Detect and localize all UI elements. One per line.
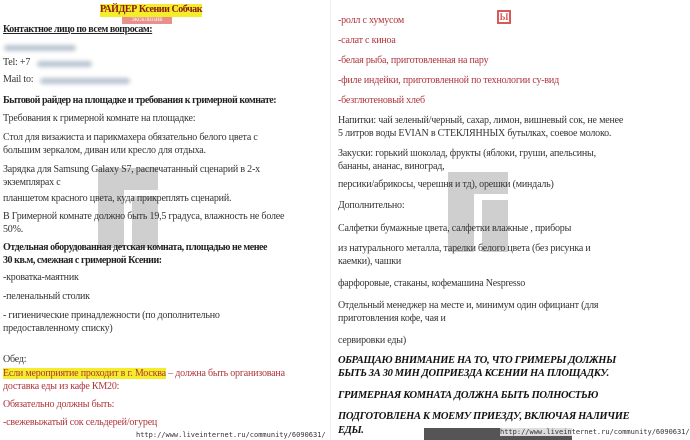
text-line: Напитки: чай зеленый/черный, сахар, лимон, вишневый сок, не менее [338,115,624,126]
text-line: Стол для визажиста и парикмахера обязательно белого цвета с [3,132,258,143]
menu-item: -салат с киноа [338,35,396,46]
moscow-rest: – должна быть организована [165,368,285,379]
moscow-highlight: Если мероприятие проходит в г. Москва [3,368,166,379]
text-line: В Гримерной комнате должно быть 19,5 градуса, влажность не более [3,211,285,222]
text-line: 50%. [3,224,24,235]
kids-heading: Отдельная оборудованная детская комната, площадью не менее [3,242,268,253]
blurred-name [4,45,76,51]
list-item: -свежевыжатый сок сельдерей/огурец [3,417,158,428]
kids-heading: 30 кв.м, смежная с гримерной Ксении: [3,255,162,266]
red-logo-icon: Ы [497,10,511,24]
mail-label: Mail to: [3,74,34,85]
text-line: большим зеркалом, диван или кресло для отдыха. [3,145,206,156]
blurred-email [40,78,130,84]
list-item: предоставленному списку) [3,323,113,334]
menu-item: -филе индейки, приготовленной по технологии су-вид [338,75,559,86]
list-item: -кроватка-маятник [3,272,79,283]
text-line: персики/абрикосы, черешня и тд), орешки (миндаль) [338,179,554,190]
menu-item: -ролл с хумусом [338,15,405,26]
list-item: -пеленальный столик [3,291,90,302]
text-line: Требования к гримерной комнате на площадке: [3,113,196,124]
text-line: доставка еды из кафе КМ20: [3,381,120,392]
moscow-line [3,368,285,381]
text-line: фарфоровые, стаканы, кофемашина Nespresso [338,278,526,289]
text-line: планшетом красного цвета, куда прикреплять сценарий. [3,193,232,204]
text-line: Отдельный менеджер на месте и, минимум один официант (для [338,300,599,311]
text-line: бананы, ананас, виноград, [338,161,445,172]
left-page [0,0,326,440]
notice-line: ЕДЫ. [338,425,364,436]
text-line: 5 литров воды EVIAN в СТЕКЛЯННЫХ бутылках, соевое молоко. [338,128,612,139]
menu-item: -безглютеновый хлеб [338,95,425,106]
text-line: из натурального металла, тарелки белого цвета (без рисунка и [338,243,591,254]
notice-line: ГРИМЕРНАЯ КОМНАТА ДОЛЖНА БЫТЬ ПОЛНОСТЬЮ [338,390,599,401]
text-line: экземплярах с [3,177,61,188]
text-line: приготовления кофе, чая и [338,313,446,324]
notice-line: ПОДГОТОВЛЕНА К МОЕМУ ПРИЕЗДУ, ВКЛЮЧАЯ НАЛИЧИЕ [338,411,630,422]
blurred-phone [37,61,92,67]
notice-line: ОБРАЩАЮ ВНИМАНИЕ НА ТО, ЧТО ГРИМЕРЫ ДОЛЖНЫ [338,355,616,366]
watermark-url: http://www.liveinternet.ru/community/6090631/ [500,428,690,436]
text-line: сервировки еды) [338,335,406,346]
menu-item: -белая рыба, приготовленная на пару [338,55,489,66]
text-line: Салфетки бумажные цвета, салфетки влажные , приборы [338,223,572,234]
text-line: Обязательно должны быть: [3,399,115,410]
text-line: каемки), чашки [338,256,402,267]
rider-heading: Бытовой райдер на площадке и требования к гримерной комнате: [3,95,277,106]
text-line: Зарядка для Samsung Galaxy S7, распечатанный сценарий в 2-х [3,164,260,175]
contact-heading: Контактное лицо по всем вопросам: [3,24,153,35]
list-item: - гигиенические принадлежности (по дополнительно [3,310,220,321]
text-line: Закуски: горький шоколад, фрукты (яблоки, груши, апельсины, [338,148,596,159]
right-page [330,0,690,440]
exclusive-badge: ЭКСКЛЮЗИВ [122,17,172,24]
watermark-url: http://www.liveinternet.ru/community/6090631/ [136,431,326,439]
watermark-logo-icon [98,168,158,248]
text-line: Дополнительно: [338,200,405,211]
document-title: РАЙДЕР Ксении Собчак [100,4,203,15]
lunch-label: Обед: [3,354,27,365]
notice-line: БЫТЬ ЗА 30 МИН ДОПРИЕЗДА КСЕНИИ НА ПЛОЩАДКУ. [338,368,609,379]
tel-label: Tel: +7 [3,57,31,68]
